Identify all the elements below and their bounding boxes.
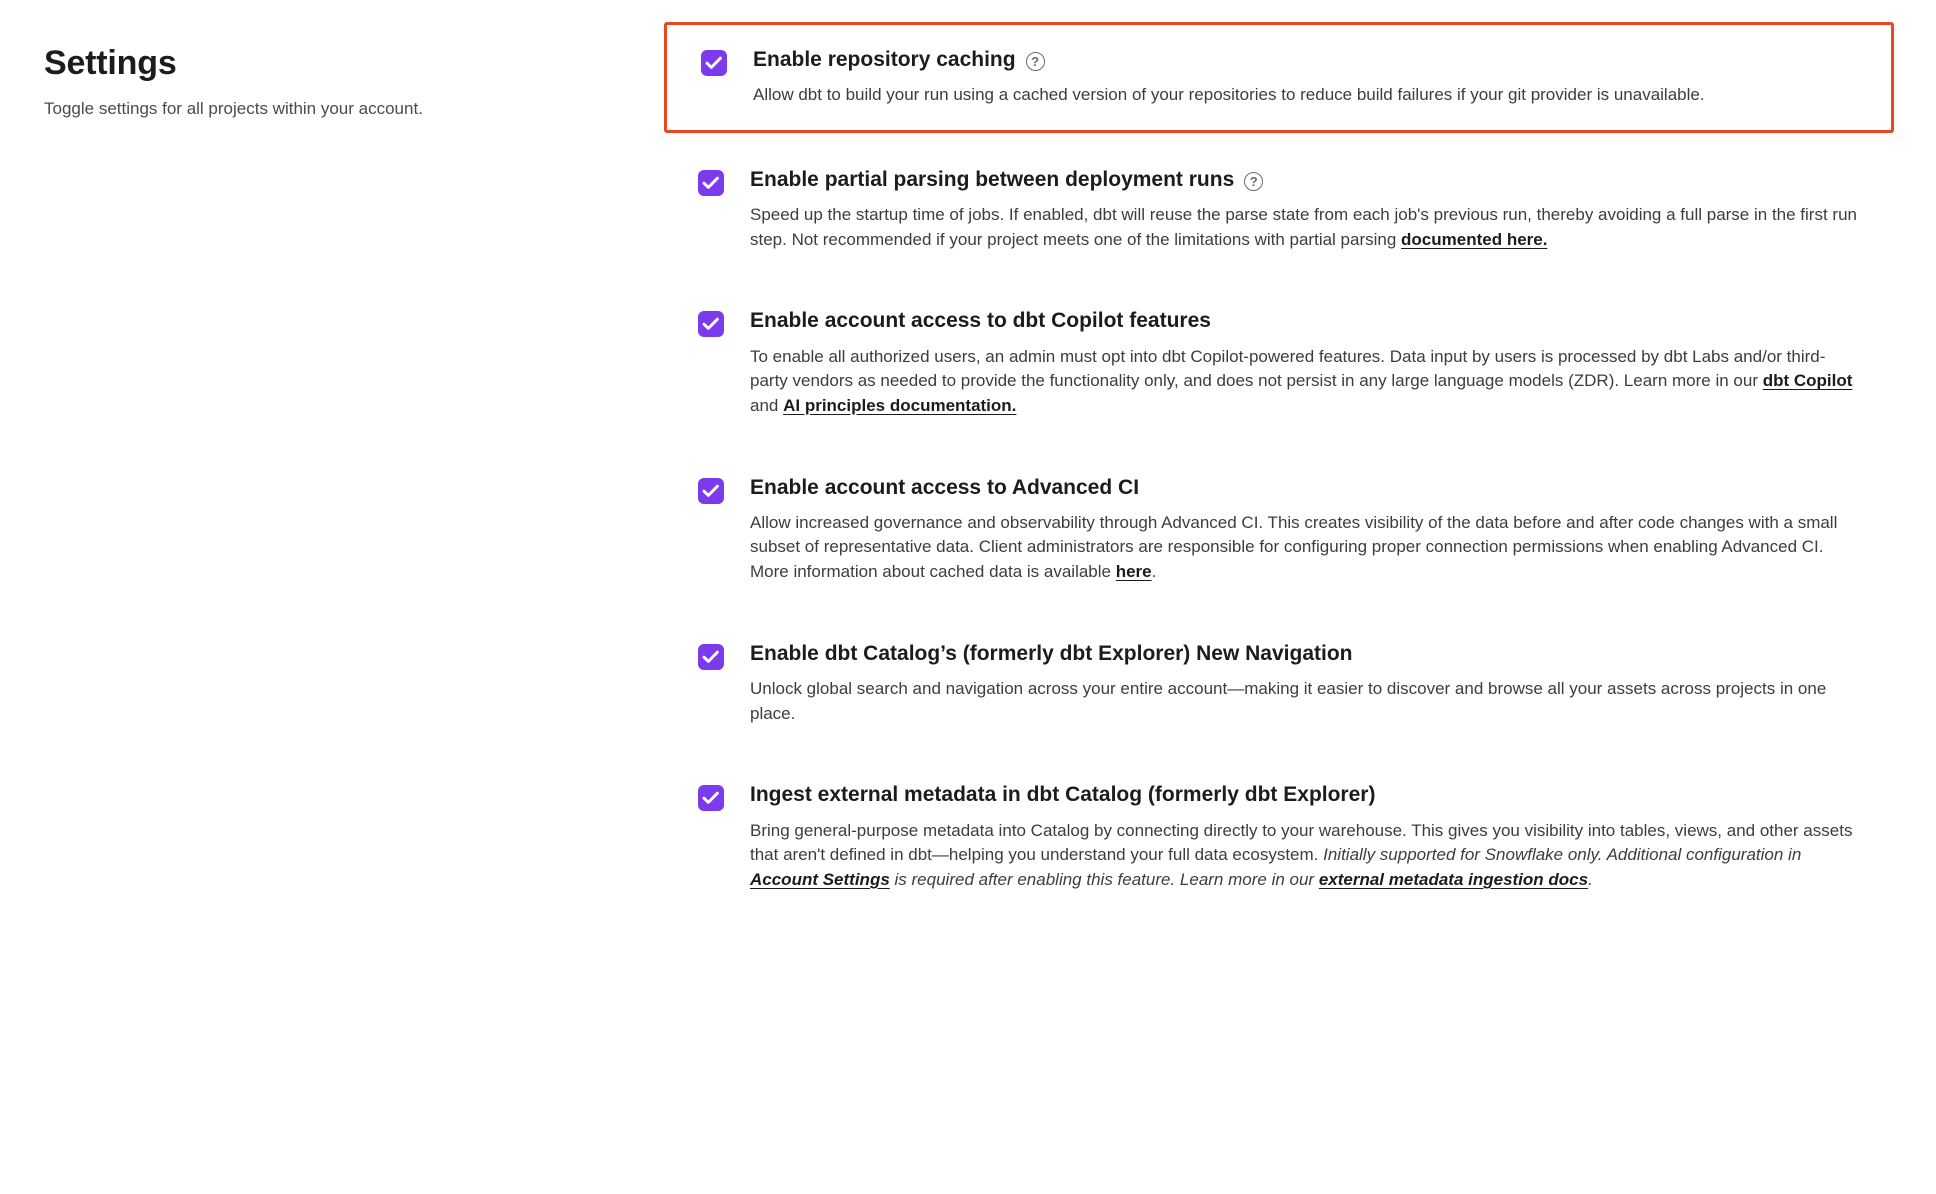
description-text: To enable all authorized users, an admin must opt into dbt Copilot-powered features. Data input by users is processed by dbt Labs and/or third-party vendors as needed to provide the functionality only, and does not persist in any large language models (ZDR). Learn more in our bbox=[750, 346, 1826, 391]
checkbox-advanced-ci[interactable] bbox=[698, 478, 724, 504]
setting-row-advanced-ci bbox=[664, 451, 1894, 607]
description-link[interactable]: documented here. bbox=[1401, 229, 1548, 249]
setting-label-text: Enable repository caching bbox=[753, 48, 1016, 71]
check-icon bbox=[702, 790, 720, 806]
setting-label-text: Enable partial parsing between deployment runs bbox=[750, 167, 1235, 191]
setting-label-text: Enable dbt Catalog’s (formerly dbt Explorer) New Navigation bbox=[750, 641, 1353, 665]
setting-row-partial-parsing bbox=[664, 143, 1894, 275]
settings-list bbox=[664, 22, 1894, 924]
setting-description-catalog-new-navigation bbox=[750, 677, 1860, 726]
setting-label-repository-caching bbox=[753, 47, 1857, 73]
setting-label-catalog-new-navigation bbox=[750, 641, 1860, 667]
setting-label-text: Enable account access to dbt Copilot features bbox=[750, 309, 1211, 333]
setting-description-advanced-ci bbox=[750, 511, 1860, 585]
description-text: Allow increased governance and observability through Advanced CI. This creates visibility of the data before and after code changes with a small subset of representative data. Client administrators are responsible for configuring proper connection permissions when enabling Advanced CI. More information about cached data is available bbox=[750, 512, 1838, 582]
check-icon bbox=[702, 649, 720, 665]
check-icon bbox=[705, 55, 723, 71]
page-title: Settings bbox=[44, 44, 177, 82]
help-icon[interactable]: ? bbox=[1026, 52, 1045, 71]
description-text: . bbox=[1588, 869, 1593, 889]
setting-row-dbt-copilot bbox=[664, 284, 1894, 440]
setting-label-dbt-copilot bbox=[750, 308, 1860, 334]
description-text: and bbox=[750, 395, 784, 415]
description-link[interactable]: here bbox=[1115, 562, 1152, 582]
setting-label-text: Enable account access to Advanced CI bbox=[750, 475, 1140, 499]
setting-body-partial-parsing bbox=[750, 167, 1860, 253]
setting-description-partial-parsing bbox=[750, 203, 1860, 252]
description-link[interactable]: external metadata ingestion docs bbox=[1318, 869, 1589, 889]
checkbox-partial-parsing[interactable] bbox=[698, 170, 724, 196]
setting-label-external-metadata-ingest bbox=[750, 782, 1860, 808]
check-icon bbox=[702, 316, 720, 332]
description-text: Bring general-purpose metadata into Catalog by connecting directly to your warehouse. This gives you visibility into tables, views, and other assets that aren't defined in dbt—helping you understand your full data ecosystem. bbox=[750, 820, 1853, 865]
description-text: Initially supported for Snowflake only. Additional configuration in bbox=[1323, 845, 1802, 865]
setting-label-advanced-ci bbox=[750, 475, 1860, 501]
check-icon bbox=[702, 175, 720, 191]
setting-body-advanced-ci bbox=[750, 475, 1860, 585]
settings-header bbox=[44, 44, 604, 122]
setting-description-repository-caching bbox=[753, 83, 1857, 108]
checkbox-dbt-copilot[interactable] bbox=[698, 311, 724, 337]
description-text: . bbox=[1151, 562, 1157, 582]
description-text: Allow dbt to build your run using a cached version of your repositories to reduce build failures if your git provider is unavailable. bbox=[753, 85, 1705, 105]
setting-body-catalog-new-navigation bbox=[750, 641, 1860, 727]
setting-row-repository-caching bbox=[664, 22, 1894, 133]
description-link[interactable]: dbt Copilot bbox=[1762, 371, 1853, 391]
setting-body-dbt-copilot bbox=[750, 308, 1860, 418]
check-icon bbox=[702, 483, 720, 499]
checkbox-catalog-new-navigation[interactable] bbox=[698, 644, 724, 670]
description-link[interactable]: AI principles documentation. bbox=[783, 395, 1017, 415]
setting-row-external-metadata-ingest bbox=[664, 758, 1894, 914]
setting-label-text: Ingest external metadata in dbt Catalog (formerly dbt Explorer) bbox=[750, 783, 1376, 807]
setting-label-partial-parsing bbox=[750, 167, 1860, 193]
setting-description-dbt-copilot bbox=[750, 345, 1860, 419]
description-text: Speed up the startup time of jobs. If enabled, dbt will reuse the parse state from each job's previous run, thereby avoiding a full parse in the first run step. Not recommended if your project meets one of the limitations with partial parsing bbox=[750, 205, 1857, 249]
setting-row-catalog-new-navigation bbox=[664, 617, 1894, 749]
page-subtitle: Toggle settings for all projects within your account. bbox=[44, 99, 423, 119]
checkbox-repository-caching[interactable] bbox=[701, 50, 727, 76]
setting-description-external-metadata-ingest bbox=[750, 819, 1860, 893]
setting-body-external-metadata-ingest bbox=[750, 782, 1860, 892]
description-link[interactable]: Account Settings bbox=[750, 869, 890, 889]
checkbox-external-metadata-ingest[interactable] bbox=[698, 785, 724, 811]
description-text: Unlock global search and navigation across your entire account—making it easier to discover and browse all your assets across projects in one place. bbox=[750, 679, 1827, 723]
description-text: is required after enabling this feature. Learn more in our bbox=[889, 869, 1319, 889]
help-icon[interactable]: ? bbox=[1244, 172, 1263, 191]
setting-body-repository-caching bbox=[753, 47, 1857, 108]
